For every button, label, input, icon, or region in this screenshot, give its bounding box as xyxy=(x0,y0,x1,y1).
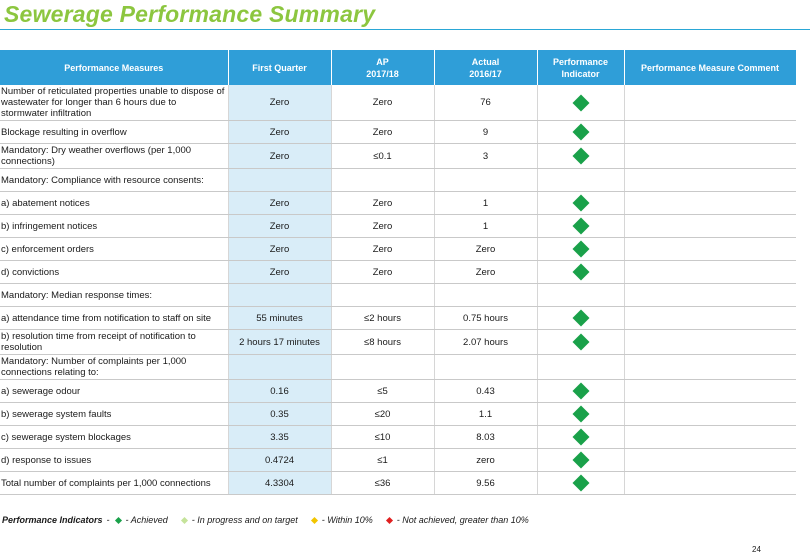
first-quarter-cell: Zero xyxy=(228,121,331,144)
indicator-cell xyxy=(537,261,624,284)
achieved-diamond-icon xyxy=(572,195,589,212)
comment-cell xyxy=(624,121,796,144)
ap-cell: ≤5 xyxy=(331,380,434,403)
measure-cell: Total number of complaints per 1,000 connections xyxy=(0,472,228,495)
header-performance-measures: Performance Measures xyxy=(0,50,228,85)
table-row xyxy=(0,380,796,403)
header-first-quarter: First Quarter xyxy=(228,50,331,85)
legend-item-not-achieved xyxy=(381,515,529,525)
indicator-cell xyxy=(537,355,624,380)
actual-cell xyxy=(434,355,537,380)
indicator-cell xyxy=(537,330,624,355)
actual-cell: 3 xyxy=(434,144,537,169)
ap-cell: ≤10 xyxy=(331,426,434,449)
ap-cell: ≤1 xyxy=(331,449,434,472)
first-quarter-cell: 0.16 xyxy=(228,380,331,403)
comment-cell xyxy=(624,284,796,307)
table-row xyxy=(0,330,796,355)
ap-cell: ≤8 hours xyxy=(331,330,434,355)
first-quarter-cell: 55 minutes xyxy=(228,307,331,330)
measure-cell: Blockage resulting in overflow xyxy=(0,121,228,144)
comment-cell xyxy=(624,355,796,380)
indicator-cell xyxy=(537,426,624,449)
table-row xyxy=(0,192,796,215)
header-indicator-line1: Performance xyxy=(552,56,609,67)
ap-cell: Zero xyxy=(331,261,434,284)
first-quarter-cell: Zero xyxy=(228,238,331,261)
first-quarter-cell xyxy=(228,284,331,307)
achieved-diamond-icon xyxy=(572,124,589,141)
ap-cell: ≤36 xyxy=(331,472,434,495)
comment-cell xyxy=(624,330,796,355)
legend-item-within-10 xyxy=(306,515,373,525)
measure-cell: Mandatory: Compliance with resource consents: xyxy=(0,169,228,192)
ap-cell xyxy=(331,355,434,380)
actual-cell: 9 xyxy=(434,121,537,144)
table-row xyxy=(0,144,796,169)
page-number: 24 xyxy=(752,545,761,554)
page-title: Sewerage Performance Summary xyxy=(4,1,376,27)
first-quarter-cell: 2 hours 17 minutes xyxy=(228,330,331,355)
header-indicator-line2: Indicator xyxy=(561,68,600,79)
header-ap-line2: 2017/18 xyxy=(366,68,399,79)
ap-cell xyxy=(331,169,434,192)
actual-cell: 1 xyxy=(434,192,537,215)
first-quarter-cell: Zero xyxy=(228,85,331,121)
indicator-cell xyxy=(537,307,624,330)
legend-label: Performance Indicators xyxy=(2,515,103,525)
legend-achieved-text: - Achieved xyxy=(125,515,168,525)
comment-cell xyxy=(624,472,796,495)
first-quarter-cell xyxy=(228,169,331,192)
first-quarter-cell: 4.3304 xyxy=(228,472,331,495)
ap-cell: Zero xyxy=(331,192,434,215)
first-quarter-cell: Zero xyxy=(228,215,331,238)
comment-cell xyxy=(624,85,796,121)
header-actual xyxy=(434,50,537,85)
achieved-diamond-icon xyxy=(572,241,589,258)
ap-cell: Zero xyxy=(331,238,434,261)
measure-cell: d) convictions xyxy=(0,261,228,284)
actual-cell: Zero xyxy=(434,261,537,284)
actual-cell: 0.75 hours xyxy=(434,307,537,330)
achieved-diamond-icon xyxy=(572,475,589,492)
actual-cell xyxy=(434,169,537,192)
table-row xyxy=(0,261,796,284)
comment-cell xyxy=(624,426,796,449)
header-ap xyxy=(331,50,434,85)
first-quarter-cell: 0.4724 xyxy=(228,449,331,472)
actual-cell: zero xyxy=(434,449,537,472)
indicator-cell xyxy=(537,169,624,192)
measure-cell: Mandatory: Median response times: xyxy=(0,284,228,307)
actual-cell: 1 xyxy=(434,215,537,238)
actual-cell xyxy=(434,284,537,307)
actual-cell: 2.07 hours xyxy=(434,330,537,355)
header-ap-line1: AP xyxy=(376,56,389,67)
measure-cell: b) infringement notices xyxy=(0,215,228,238)
first-quarter-cell: Zero xyxy=(228,261,331,284)
table-row xyxy=(0,426,796,449)
ap-cell: Zero xyxy=(331,121,434,144)
header-comment: Performance Measure Comment xyxy=(624,50,796,85)
achieved-diamond-icon xyxy=(572,310,589,327)
comment-cell xyxy=(624,261,796,284)
measure-cell: d) response to issues xyxy=(0,449,228,472)
actual-cell: 8.03 xyxy=(434,426,537,449)
table-row xyxy=(0,449,796,472)
achieved-diamond-icon xyxy=(115,516,122,523)
ap-cell: ≤2 hours xyxy=(331,307,434,330)
indicator-cell xyxy=(537,85,624,121)
actual-cell: 0.43 xyxy=(434,380,537,403)
table-row xyxy=(0,284,796,307)
achieved-diamond-icon xyxy=(572,406,589,423)
achieved-diamond-icon xyxy=(572,148,589,165)
measure-cell: a) sewerage odour xyxy=(0,380,228,403)
title-divider xyxy=(0,29,810,30)
indicator-cell xyxy=(537,284,624,307)
table-row xyxy=(0,169,796,192)
comment-cell xyxy=(624,449,796,472)
indicator-cell xyxy=(537,215,624,238)
comment-cell xyxy=(624,403,796,426)
comment-cell xyxy=(624,238,796,261)
header-actual-line1: Actual xyxy=(471,56,500,67)
measure-cell: b) resolution time from receipt of notification to resolution xyxy=(0,330,228,355)
ap-cell: Zero xyxy=(331,215,434,238)
achieved-diamond-icon xyxy=(572,94,589,111)
table-row xyxy=(0,215,796,238)
within-10-diamond-icon xyxy=(311,516,318,523)
first-quarter-cell: 3.35 xyxy=(228,426,331,449)
table-row xyxy=(0,238,796,261)
performance-table xyxy=(0,50,797,495)
indicator-cell xyxy=(537,380,624,403)
first-quarter-cell xyxy=(228,355,331,380)
comment-cell xyxy=(624,215,796,238)
comment-cell xyxy=(624,144,796,169)
comment-cell xyxy=(624,307,796,330)
table-row xyxy=(0,472,796,495)
measure-cell: b) sewerage system faults xyxy=(0,403,228,426)
achieved-diamond-icon xyxy=(572,383,589,400)
ap-cell: ≤20 xyxy=(331,403,434,426)
indicator-cell xyxy=(537,144,624,169)
comment-cell xyxy=(624,192,796,215)
table-row xyxy=(0,355,796,380)
table-row xyxy=(0,403,796,426)
ap-cell xyxy=(331,284,434,307)
performance-indicators-legend xyxy=(2,515,537,525)
actual-cell: 1.1 xyxy=(434,403,537,426)
measure-cell: c) sewerage system blockages xyxy=(0,426,228,449)
legend-not-achieved-text: - Not achieved, greater than 10% xyxy=(396,515,529,525)
indicator-cell xyxy=(537,238,624,261)
first-quarter-cell: Zero xyxy=(228,144,331,169)
achieved-diamond-icon xyxy=(572,334,589,351)
legend-in-progress-text: - In progress and on target xyxy=(191,515,298,525)
legend-item-achieved xyxy=(110,515,168,525)
measure-cell: a) abatement notices xyxy=(0,192,228,215)
measure-cell: Mandatory: Number of complaints per 1,000 connections relating to: xyxy=(0,355,228,380)
legend-item-in-progress xyxy=(176,515,298,525)
ap-cell: Zero xyxy=(331,85,434,121)
indicator-cell xyxy=(537,403,624,426)
achieved-diamond-icon xyxy=(572,429,589,446)
measure-cell: c) enforcement orders xyxy=(0,238,228,261)
indicator-cell xyxy=(537,472,624,495)
achieved-diamond-icon xyxy=(572,264,589,281)
ap-cell: ≤0.1 xyxy=(331,144,434,169)
actual-cell: 76 xyxy=(434,85,537,121)
measure-cell: Mandatory: Dry weather overflows (per 1,000 connections) xyxy=(0,144,228,169)
achieved-diamond-icon xyxy=(572,218,589,235)
comment-cell xyxy=(624,380,796,403)
legend-separator: - xyxy=(106,515,110,525)
in-progress-diamond-icon xyxy=(181,516,188,523)
measure-cell: Number of reticulated properties unable to dispose of wastewater for longer than 6 hours due to stormwater infiltration xyxy=(0,85,228,121)
table-row xyxy=(0,307,796,330)
actual-cell: Zero xyxy=(434,238,537,261)
first-quarter-cell: Zero xyxy=(228,192,331,215)
not-achieved-diamond-icon xyxy=(386,516,393,523)
indicator-cell xyxy=(537,192,624,215)
comment-cell xyxy=(624,169,796,192)
measure-cell: a) attendance time from notification to staff on site xyxy=(0,307,228,330)
header-performance-indicator xyxy=(537,50,624,85)
actual-cell: 9.56 xyxy=(434,472,537,495)
header-actual-line2: 2016/17 xyxy=(469,68,502,79)
achieved-diamond-icon xyxy=(572,452,589,469)
table-row xyxy=(0,85,796,121)
legend-within-10-text: - Within 10% xyxy=(321,515,373,525)
table-row xyxy=(0,121,796,144)
table-header-row xyxy=(0,50,796,85)
indicator-cell xyxy=(537,449,624,472)
indicator-cell xyxy=(537,121,624,144)
first-quarter-cell: 0.35 xyxy=(228,403,331,426)
